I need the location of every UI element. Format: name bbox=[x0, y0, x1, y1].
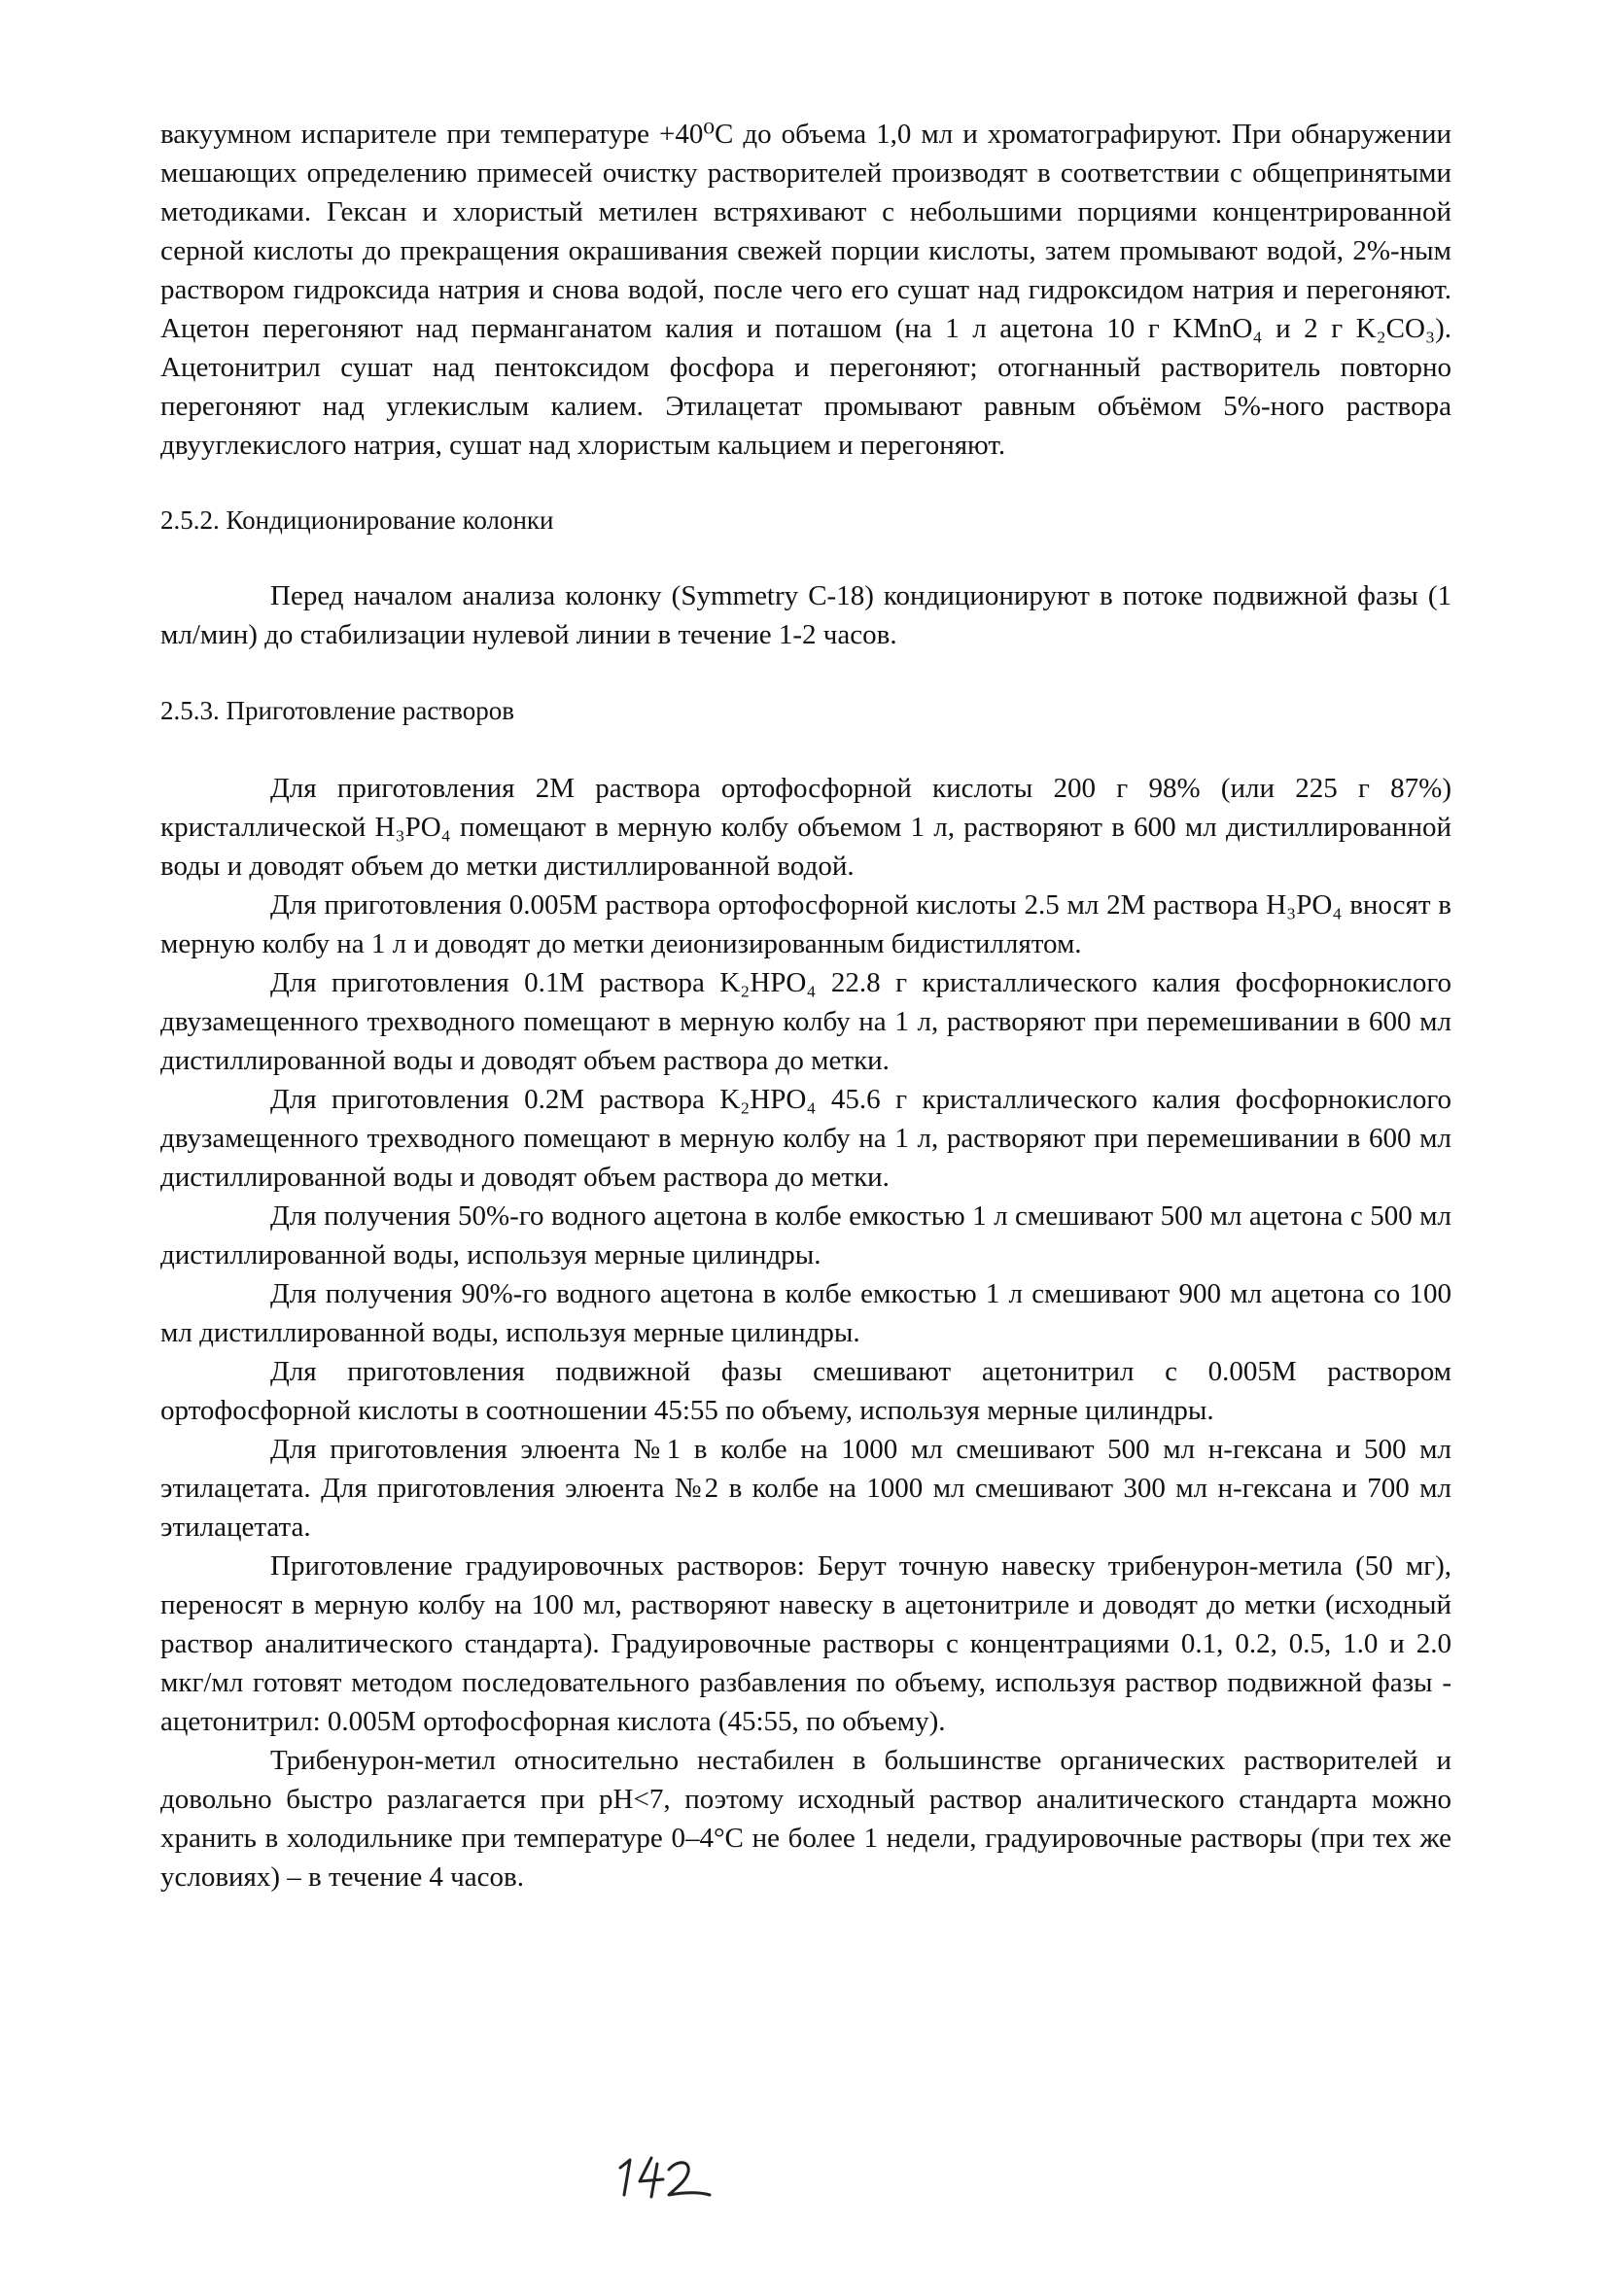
section-2-5-2-paragraph: Перед началом анализа колонку (Symmetry C-18) кондиционируют в потоке подвижной фазы (1 мл/мин) до стабилизации нулевой линии в течение 1-2 часов. bbox=[160, 580, 1451, 650]
paragraph-calibration-solutions: Приготовление градуировочных растворов: Берут точную навеску трибенурон-метила (50 мг), переносят в мерную колбу на 100 мл, растворяют навеску в ацетонитриле и доводят до метки (исходный раствор аналитического стандарта). Градуировочные растворы с концентрациями 0.1, 0.2, 0.5, 1.0 и 2.0 мкг/мл готовят методом последовательного разбавления по объему, используя раствор подвижной фазы - ацетонитрил: 0.005М ортофосфорная кислота (45:55, по объему). bbox=[160, 1550, 1451, 1737]
paragraph-02m-k2hpo4: Для приготовления 0.2М раствора K₂HPO₄ 45.6 г кристаллического калия фосфорнокислого двузамещенного трехводного помещают в мерную колбу на 1 л, растворяют при перемешивании в 600 мл дистиллированной воды и доводят объем раствора до метки. bbox=[160, 1084, 1451, 1193]
paragraph-0005m-phosphoric-acid: Для приготовления 0.005М раствора ортофосфорной кислоты 2.5 мл 2М раствора H₃PO₄ вносят в мерную колбу на 1 л и доводят до метки деионизированным бидистиллятом. bbox=[160, 889, 1451, 959]
handwritten-page-number-drawing bbox=[612, 2148, 719, 2207]
paragraph-50-percent-acetone: Для получения 50%-го водного ацетона в колбе емкостью 1 л смешивают 500 мл ацетона с 500 мл дистиллированной воды, используя мерные цилиндры. bbox=[160, 1200, 1451, 1270]
paragraph-eluents: Для приготовления элюента №1 в колбе на 1000 мл смешивают 500 мл н-гексана и 500 мл этилацетата. Для приготовления элюента №2 в колбе на 1000 мл смешивают 300 мл н-гексана и 700 мл этилацетата. bbox=[160, 1434, 1451, 1543]
paragraph-stability-storage: Трибенурон-метил относительно нестабилен в большинстве органических растворителей и довольно быстро разлагается при pH<7, поэтому исходный раствор аналитического стандарта можно хранить в холодильнике при температуре 0–4°С не более 1 недели, градуировочные растворы (при тех же условиях) – в течение 4 часов. bbox=[160, 1745, 1451, 1893]
paragraph-90-percent-acetone: Для получения 90%-го водного ацетона в колбе емкостью 1 л смешивают 900 мл ацетона со 100 мл дистиллированной воды, используя мерные цилиндры. bbox=[160, 1278, 1451, 1348]
paragraph-mobile-phase: Для приготовления подвижной фазы смешивают ацетонитрил с 0.005М раствором ортофосфорной кислоты в соотношении 45:55 по объему, используя мерные цилиндры. bbox=[160, 1356, 1451, 1426]
paragraph-2m-phosphoric-acid: Для приготовления 2М раствора ортофосфорной кислоты 200 г 98% (или 225 г 87%) кристаллической H₃PO₄ помещают в мерную колбу объемом 1 л, растворяют в 600 мл дистиллированной воды и доводят объем до метки дистиллированной водой. bbox=[160, 773, 1451, 882]
section-2-5-3-heading: 2.5.3. Приготовление растворов bbox=[160, 696, 514, 725]
handwritten-page-number bbox=[612, 2148, 719, 2207]
section-2-5-1-tail-paragraph: вакуумном испарителе при температуре +40⁰С до объема 1,0 мл и хроматографируют. При обнаружении мешающих определению примесей очистку растворителей производят в соответствии с общепринятыми методиками. Гексан и хлористый метилен встряхивают с небольшими порциями концентрированной серной кислоты до прекращения окрашивания свежей порции кислоты, затем промывают водой, 2%-ным раствором гидроксида натрия и снова водой, после чего его сушат над гидроксидом натрия и перегоняют. Ацетон перегоняют над перманганатом калия и поташом (на 1 л ацетона 10 г KMnO₄ и 2 г K₂CO₃). Ацетонитрил сушат над пентоксидом фосфора и перегоняют; отогнанный растворитель повторно перегоняют над углекислым калием. Этилацетат промывают равным объёмом 5%-ного раствора двууглекислого натрия, сушат над хлористым кальцием и перегоняют. bbox=[160, 119, 1451, 461]
paragraph-01m-k2hpo4: Для приготовления 0.1М раствора K₂HPO₄ 22.8 г кристаллического калия фосфорнокислого двузамещенного трехводного помещают в мерную колбу на 1 л, растворяют при перемешивании в 600 мл дистиллированной воды и доводят объем раствора до метки. bbox=[160, 967, 1451, 1076]
section-2-5-2-heading: 2.5.2. Кондиционирование колонки bbox=[160, 505, 554, 535]
document-page bbox=[160, 115, 1451, 1896]
